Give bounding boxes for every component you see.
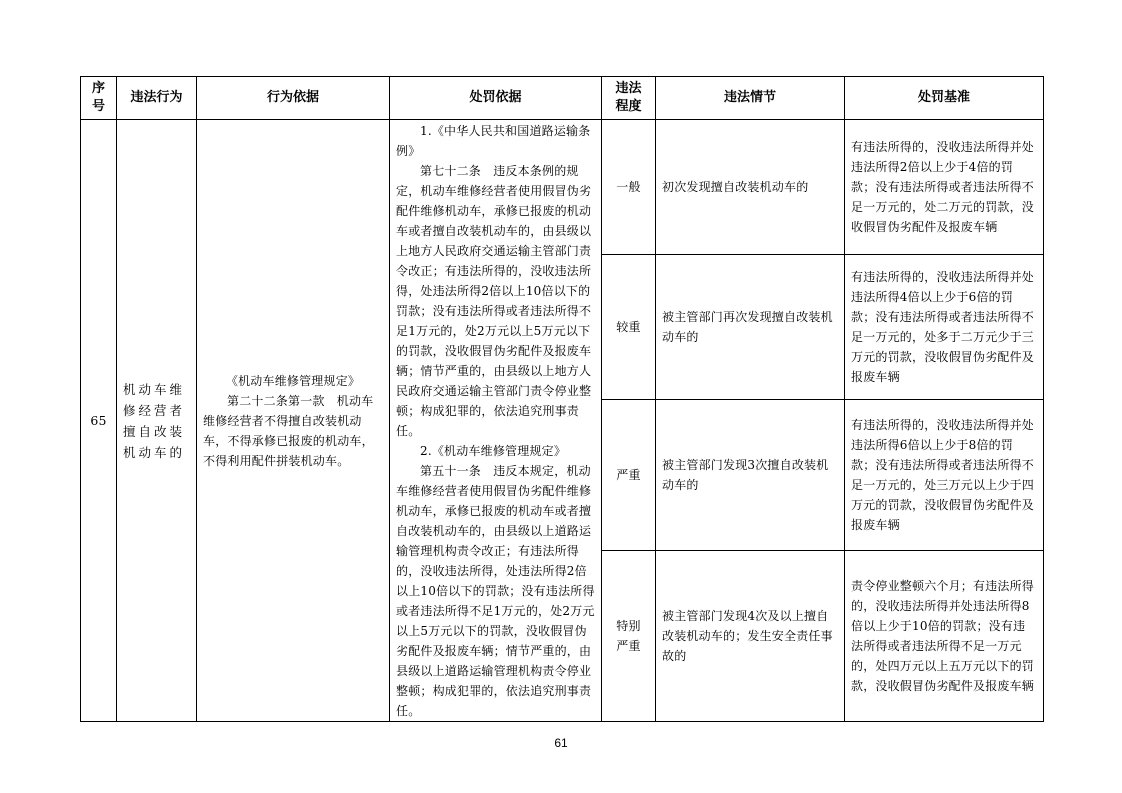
header-basis: 行为依据 [197,77,390,120]
standard-serious: 有违法所得的，没收违法所得并处违法所得4倍以上少于6倍的罚款；没有违法所得或者违法所得不足一万元的，处多于二万元少于三万元的罚款，没收假冒伪劣配件及报废车辆 [845,255,1044,400]
level-serious: 较重 [602,255,656,400]
seq-cell: 65 [81,120,117,722]
header-act: 违法行为 [117,77,197,120]
header-circumstance: 违法情节 [656,77,845,120]
level-general: 一般 [602,120,656,255]
violation-act-cell: 机动车维修经营者擅自改装机动车的 [117,120,197,722]
regulation-table [80,76,1044,722]
basis-text: 第二十二条第一款 机动车维修经营者不得擅自改装机动车，不得承修已报废的机动车，不得利用配件拼装机动车。 [203,393,374,468]
page-number: 61 [554,736,568,750]
penalty-item1-text: 第七十二条 违反本条例的规定，机动车维修经营者使用假冒伪劣配件维修机动车，承修已报废的机动车或者擅自改装机动车的，由县级以上地方人民政府交通运输主管部门责令改正；有违法所得的，没收违法所得，处违法所得2倍以上10倍以下的罚款；没有违法所得或者违法所得不足1万元的，处2万元以上5万元以下的罚款，没收假冒伪劣配件及报废车辆；情节严重的，由县级以上地方人民政府交通运输主管部门责令停业整顿；构成犯罪的，依法追究刑事责任。 [396,164,592,438]
penalty-basis-cell [390,120,602,722]
header-standard: 处罚基准 [845,77,1044,120]
penalty-item2-text: 第五十一条 违反本规定，机动车维修经营者使用假冒伪劣配件维修机动车，承修已报废的机动车或者擅自改装机动车的，由县级以上道路运输管理机构责令改正；有违法所得的，没收违法所得，处违法所得2倍以上10倍以下的罚款；没有违法所得或者违法所得不足1万元的，处2万元以上5万元以下的罚款，没收假冒伪劣配件及报废车辆；情节严重的，由县级以上道路运输管理机构责令停业整顿；构成犯罪的，依法追究刑事责任。 [396,464,595,718]
circumstance-severe: 被主管部门发现3次擅自改装机动车的 [656,400,845,551]
level-line1: 特别 [616,619,641,634]
circumstance-serious: 被主管部门再次发现擅自改装机动车的 [656,255,845,400]
level-line2: 严重 [616,639,641,654]
header-penalty-basis: 处罚依据 [390,77,602,120]
level-especially-severe [602,551,656,722]
standard-general: 有违法所得的，没收违法所得并处违法所得2倍以上少于4倍的罚款；没有违法所得或者违法所得不足一万元的，处二万元的罚款，没收假冒伪劣配件及报废车辆 [845,120,1044,255]
circumstance-especially-severe: 被主管部门发现4次及以上擅自改装机动车的；发生安全责任事故的 [656,551,845,722]
penalty-item2-title: 2.《机动车维修管理规定》 [420,444,567,458]
header-row [81,77,1044,120]
behavior-basis-cell [197,120,390,722]
standard-severe: 有违法所得的，没收违法所得并处违法所得6倍以上少于8倍的罚款；没有违法所得或者违法所得不足一万元的，处三万元以上少于四万元的罚款，没收假冒伪劣配件及报废车辆 [845,400,1044,551]
penalty-item1-title: 1.《中华人民共和国道路运输条例》 [396,124,591,158]
basis-title: 《机动车维修管理规定》 [225,373,361,388]
header-seq: 序号 [81,77,117,120]
circumstance-general: 初次发现擅自改装机动车的 [656,120,845,255]
level-severe: 严重 [602,400,656,551]
standard-especially-severe: 责令停业整顿六个月；有违法所得的，没收违法所得并处违法所得8倍以上少于10倍的罚款；没有违法所得或者违法所得不足一万元的，处四万元以上五万元以下的罚款，没收假冒伪劣配件及报废车辆 [845,551,1044,722]
header-level: 违法程度 [602,77,656,120]
table-row [81,120,1044,255]
